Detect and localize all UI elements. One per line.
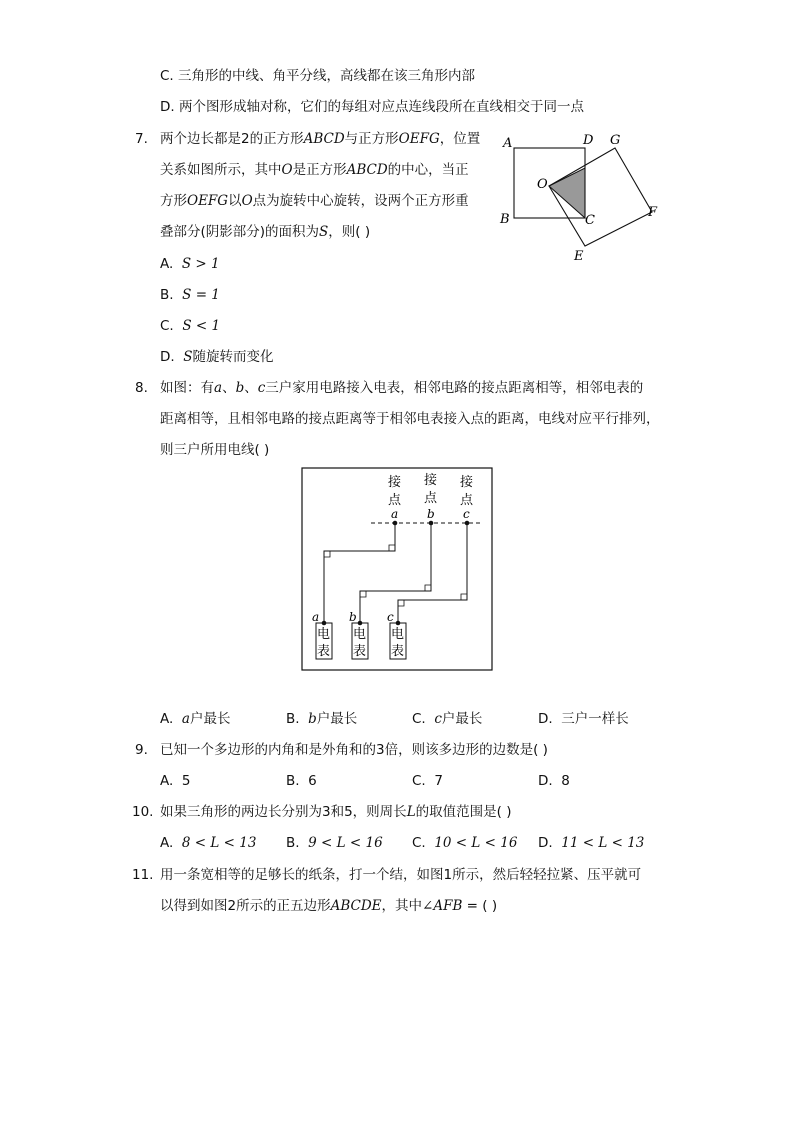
q7-square-figure [495,128,675,263]
option-letter: D. [538,711,553,727]
contact-point-b [429,521,434,526]
right-angle-mark [425,585,431,591]
contact-label-jie: 接 [424,473,438,488]
option-letter: A. [160,256,174,272]
option-letter: A. [160,773,174,789]
option-math: S [183,349,193,365]
option-text: 5 [181,773,191,789]
q10-text-part: 如果三角形的两边长分别为3和5，则周长 [160,804,407,820]
q7-text: 叠部分(阴影部分)的面积为 [160,224,320,240]
label-b: B [500,212,510,227]
meter-a-label-bottom: 表 [317,644,331,659]
q7-text: 方形 [160,193,187,209]
contact-label-dian: 点 [424,491,438,506]
q10-option-b[interactable] [286,834,383,852]
q8-circuit-figure [300,466,495,672]
q7-math: OEFG [398,131,440,147]
q7-math: ABCD [303,131,345,147]
q10-text-part: 的取值范围是( ) [415,804,512,820]
meter-c-label-bottom: 表 [391,644,405,659]
q8-text: 三户家用电路接入电表，相邻电路的接点距离相等，相邻电表的 [265,380,644,396]
q7-math: O [281,162,293,178]
label-c: C [585,213,595,228]
option-text: 6 [308,773,317,789]
right-angle-mark [461,594,467,600]
option-math: 10 < L < 16 [434,835,518,851]
option-letter: D. [538,835,553,851]
q7-text: 点为旋转中心旋转，设两个正方形重 [252,193,469,209]
option-math: c [434,711,442,727]
q8-line-1 [160,379,643,397]
q7-math: ABCD [346,162,388,178]
option-text: 户最长 [316,711,358,727]
contact-point-a [393,521,398,526]
option-math: S < 1 [182,318,221,334]
q8-text: 、 [244,380,258,396]
contact-label-jie: 接 [388,475,402,490]
q7-math: S [319,224,329,240]
q10-math: L [406,804,416,820]
option-letter: B. [286,711,300,727]
option-text: 户最长 [189,711,231,727]
contact-letter-a: a [391,507,399,521]
q7-math: O [241,193,253,209]
label-e: E [574,249,584,263]
q11-text: 以得到如图2所示的正五边形 [160,898,331,914]
q11-text: ，其中 [381,898,423,914]
q11-math: ∠AFB [422,898,463,914]
q7-line-1 [160,130,480,148]
option-letter: C. [160,68,174,84]
contact-point-c [465,521,470,526]
q9-option-d[interactable] [538,772,570,790]
q8-math: a [214,380,223,396]
contact-label-jie: 接 [460,475,474,490]
option-letter: D. [538,773,553,789]
q8-math: c [257,380,266,396]
contact-label-dian: 点 [388,493,402,508]
q7-option-d[interactable] [160,348,274,366]
label-o: O [537,177,548,192]
meter-a-label-top: 电 [317,627,331,642]
option-text: 三户一样长 [561,711,629,727]
option-letter: C. [412,711,426,727]
q8-option-a[interactable] [160,710,230,728]
q7-line-4 [160,223,370,241]
q7-line-3 [160,192,469,210]
meter-b-label-bottom: 表 [353,644,367,659]
q7-option-b[interactable] [160,286,220,304]
option-text: 户最长 [441,711,483,727]
q11-number: 11. [132,867,154,883]
q8-number: 8. [135,380,148,396]
q8-option-d[interactable] [538,710,629,728]
right-angle-mark [398,600,404,606]
q7-text: ，位置 [439,131,481,147]
q10-option-c[interactable] [412,834,517,852]
q8-math: b [235,380,245,396]
meter-c-label-top: 电 [391,627,405,642]
meter-b-label-top: 电 [353,627,367,642]
q10-number: 10. [132,804,154,820]
option-text: 8 [561,773,570,789]
q11-line-1: 用一条宽相等的足够长的纸条，打一个结，如图1所示，然后轻轻拉紧、压平就可 [160,867,642,883]
q7-line-2 [160,161,469,179]
option-letter: D. [160,99,175,115]
option-letter: D. [160,349,175,365]
option-text: 7 [434,773,443,789]
option-math: a [181,711,190,727]
meter-letter-a: a [312,610,320,624]
q9-text: 已知一个多边形的内角和是外角和的3倍，则该多边形的边数是( ) [160,742,548,758]
q7-option-c[interactable] [160,317,220,335]
option-text: 三角形的中线、角平分线，高线都在该三角形内部 [178,68,476,84]
option-text: 随旋转而变化 [192,349,274,365]
label-f: F [648,205,658,220]
option-letter: C. [412,773,426,789]
q11-math: ABCDE [330,898,382,914]
q8-line-2: 距离相等，且相邻电路的接点距离等于相邻电表接入点的距离，电线对应平行排列， [160,411,660,427]
q7-text: 以 [228,193,242,209]
contact-label-dian: 点 [460,493,474,508]
option-math: 11 < L < 13 [561,835,645,851]
option-math: 8 < L < 13 [181,835,257,851]
q8-text: 、 [222,380,236,396]
label-a: A [503,136,513,151]
label-g: G [610,133,621,148]
q8-line-3: 则三户所用电线( ) [160,442,270,458]
q9-number: 9. [135,742,148,758]
q10-option-a[interactable] [160,834,256,852]
prev-option-c [160,67,475,85]
contact-letter-b: b [427,507,435,521]
option-letter: C. [412,835,426,851]
right-angle-mark [324,551,330,557]
option-math: 9 < L < 16 [308,835,383,851]
wire-c [398,523,467,623]
option-letter: B. [286,835,300,851]
right-angle-mark [389,545,395,551]
q7-option-a[interactable] [160,255,220,273]
q7-text: 两个边长都是2的正方形 [160,131,304,147]
q7-math: OEFG [187,193,229,209]
q7-text: 是正方形 [292,162,347,178]
meter-letter-b: b [349,610,357,624]
q8-option-b[interactable] [286,710,357,728]
option-letter: B. [286,773,300,789]
q7-text: 关系如图所示，其中 [160,162,282,178]
option-letter: A. [160,711,174,727]
q8-text: 如图：有 [160,380,214,396]
q10-text [160,803,511,821]
q11-line-2 [160,897,497,915]
q7-text: ，则( ) [328,224,371,240]
meter-letter-c: c [387,610,394,624]
q7-text: 的中心，当正 [387,162,469,178]
option-math: S = 1 [182,287,220,303]
contact-letter-c: c [463,507,470,521]
q11-text: = ( ) [462,898,498,914]
option-letter: C. [160,318,174,334]
right-angle-mark [360,591,366,597]
q8-option-c[interactable] [412,710,482,728]
q9-option-c[interactable] [412,772,443,790]
q7-text: 与正方形 [344,131,399,147]
option-math: S > 1 [181,256,220,272]
option-text: 两个图形成轴对称，它们的每组对应点连线段所在直线相交于同一点 [178,99,584,115]
option-math: b [308,711,317,727]
q10-option-d[interactable] [538,834,644,852]
q9-option-b[interactable] [286,772,317,790]
q9-option-a[interactable] [160,772,190,790]
option-letter: B. [160,287,174,303]
label-d: D [583,133,594,148]
option-letter: A. [160,835,174,851]
q7-number: 7. [135,131,148,147]
prev-option-d [160,98,584,116]
